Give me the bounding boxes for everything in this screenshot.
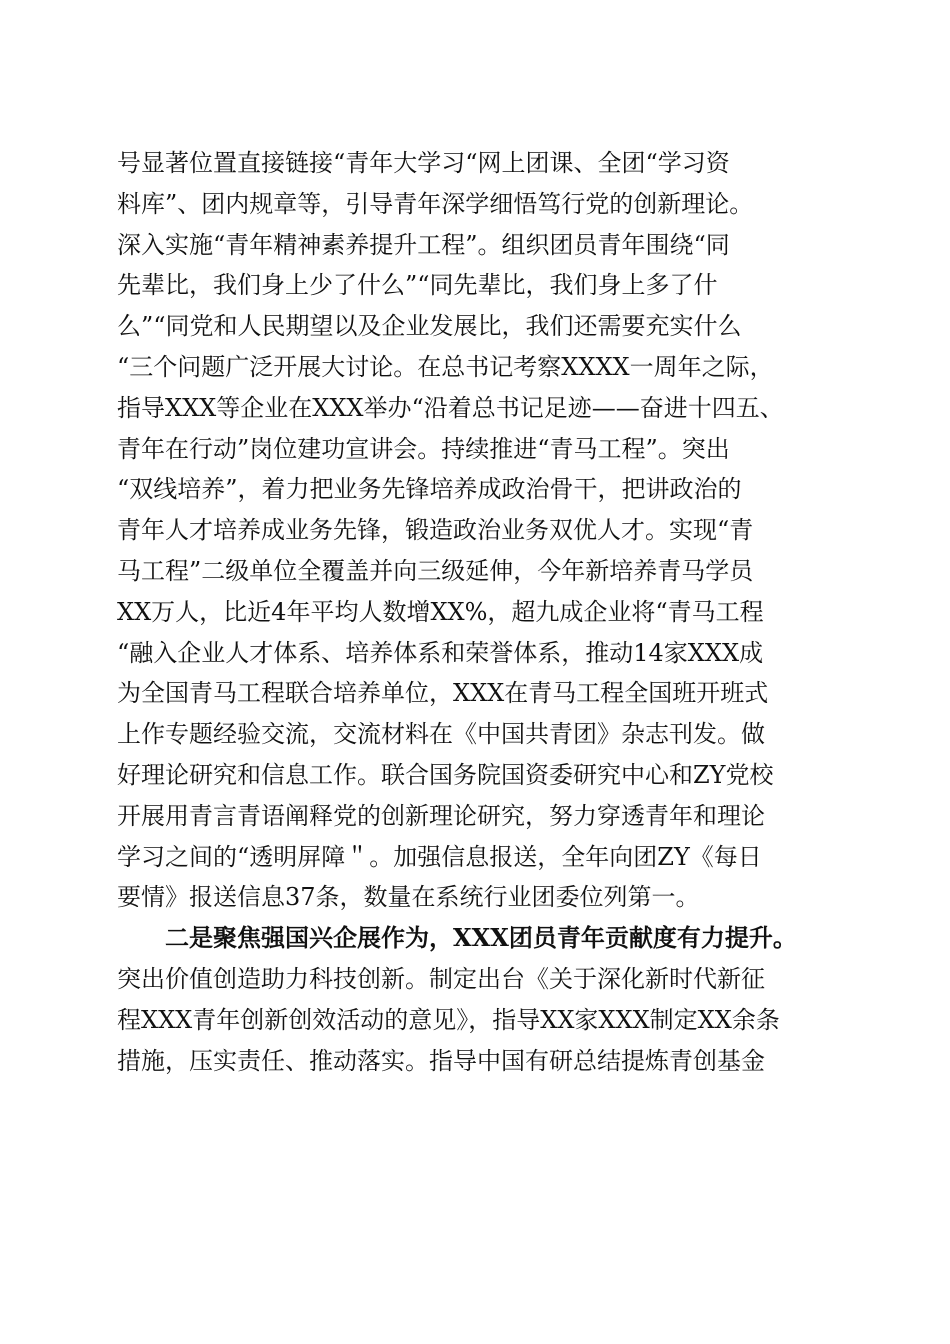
text-line: 好理论研究和信息工作。联合国务院国资委研究中心和ZY党校 <box>117 760 774 789</box>
text-line: 学习之间的“透明屏障＂。加强信息报送，全年向团ZY《每日 <box>117 842 762 871</box>
text-line: 深入实施“青年精神素养提升工程”。组织团员青年围绕“同 <box>117 230 730 259</box>
text-line: 青年人才培养成业务先锋，锻造政治业务双优人才。实现“青 <box>117 516 754 545</box>
body-text <box>117 143 877 1081</box>
text-line: XX万人，比近4年平均人数增XX%，超九成企业将“青马工程 <box>117 597 764 626</box>
text-line: 么”“同党和人民期望以及企业发展比，我们还需要充实什么 <box>117 312 742 341</box>
text-line: 号显著位置直接链接“青年大学习“网上团课、全团“学习资 <box>117 149 730 177</box>
section-heading: 二是聚焦强国兴企展作为，XXX团员青年贡献度有力提升。 <box>165 923 797 953</box>
text-line: “双线培养”，着力把业务先锋培养成政治骨干，把讲政治的 <box>117 475 742 504</box>
text-line: 先辈比，我们身上少了什么”“同先辈比，我们身上多了什 <box>117 271 718 300</box>
text-line: 要情》报送信息37条，数量在系统行业团委位列第一。 <box>117 883 700 912</box>
text-line: 突出价值创造助力科技创新。制定出台《关于深化新时代新征 <box>117 964 765 993</box>
text-line: 料库”、团内规章等，引导青年深学细悟笃行党的创新理论。 <box>117 189 754 218</box>
text-line: 马工程”二级单位全覆盖并向三级延伸，今年新培养青马学员 <box>117 556 754 585</box>
text-line: 青年在行动”岗位建功宣讲会。持续推进“青马工程”。突出 <box>117 434 730 463</box>
text-line: “融入企业人才体系、培养体系和荣誉体系，推动14家XXX成 <box>117 638 764 667</box>
text-line: 指导XXX等企业在XXX举办“沿着总书记足迹——奋进十四五、 <box>117 393 784 422</box>
text-line: 上作专题经验交流，交流材料在《中国共青团》杂志刊发。做 <box>117 720 765 749</box>
text-line: 程XXX青年创新创效活动的意见》，指导XX家XXX制定XX余条 <box>117 1005 780 1034</box>
text-line: 开展用青言青语阐释党的创新理论研究，努力穿透青年和理论 <box>117 801 765 830</box>
text-line: 措施，压实责任、推动落实。指导中国有研总结提炼青创基金 <box>117 1046 765 1075</box>
text-line: “三个问题广泛开展大讨论。在总书记考察XXXX一周年之际， <box>117 352 774 381</box>
text-line: 为全国青马工程联合培养单位，XXX在青马工程全国班开班式 <box>117 679 769 708</box>
